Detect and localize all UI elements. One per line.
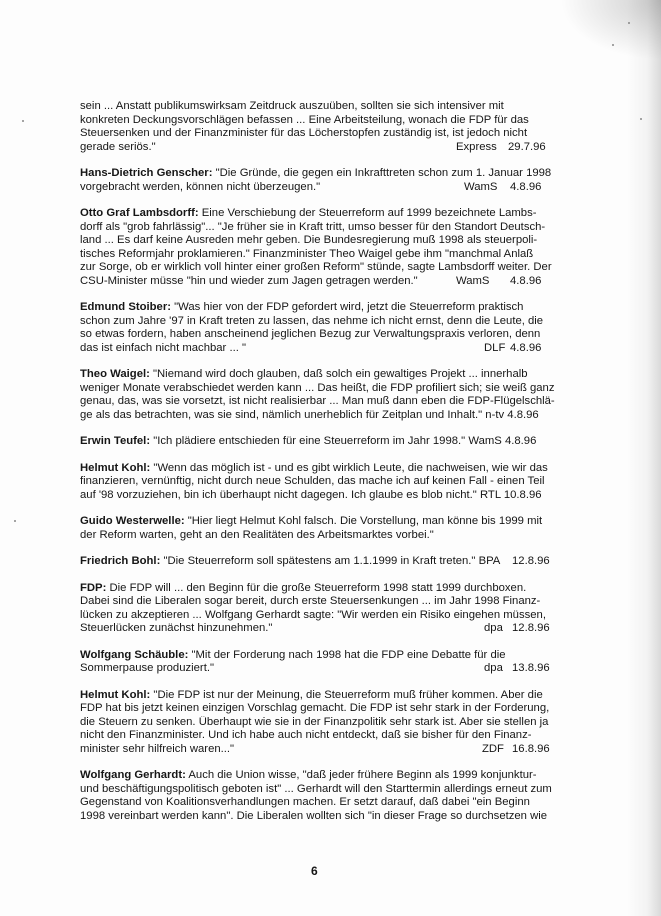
quote-line: so etwas fordern, haben anscheinend jeglichen Bezug zur Verwaltungspraxis verloren, denn [80,328,541,340]
quote-line [80,409,560,423]
quote-line [80,689,560,703]
quote-line [80,555,560,569]
quote-line: der Reform warten, geht an den Realitäten des Arbeitsmarktes vorbei." [80,528,434,541]
quote-line [80,489,560,503]
source-date: 13.8.96 [512,662,550,674]
quote-text: "Die FDP ist nur der Meinung, die Steuerreform muß früher kommen. Aber die [150,688,543,701]
quote-line: zur Sorge, ob er wirklich voll hinter einer großen Reform" stünde, sagte Lambsdorff weiter. Der [80,261,552,273]
quote-text: ge als das betrachten, was sie sind, nämlich unerheblich für Zeitplan und Inhalt." [80,408,483,421]
quote-entry [80,368,560,422]
scan-speck [628,22,630,24]
source-date: 4.8.96 [504,435,537,447]
quote-text: Die FDP will ... den Beginn für die große Steuerreform 1998 statt 1999 durchboxen. [106,581,527,594]
quote-text: gerade seriös." [80,140,156,153]
quote-text: Sommerpause produziert." [80,662,214,674]
quote-text: "Die Gründe, die gegen ein Inkrafttreten schon zum 1. Januar 1998 [212,167,552,179]
quote-entry [80,582,560,636]
quote-entry [80,649,560,676]
quote-line: und beschäftigungspolitisch geboten ist" ... Gerhardt will den Starttermin allerdings erneut zum [80,782,552,795]
quote-line [80,662,560,676]
quote-line: tisches Reformjahr proklamieren." Finanzminister Theo Waigel gebe ihm "manchmal Anlaß [80,247,534,260]
quote-text: Steuerlücken zunächst hinzunehmen." [80,622,273,634]
quote-text: "Ich plädiere entschieden für eine Steuerreform im Jahr 1998." [150,435,466,447]
source-name: RTL [479,488,501,501]
source-name: dpa [484,662,503,674]
quote-line [80,368,560,382]
quote-line [80,141,560,155]
quote-line [80,301,560,315]
quote-text: minister sehr hilfreich waren..." [80,742,235,755]
speaker-name: Hans-Dietrich Genscher: [80,167,213,179]
speaker-name: Helmut Kohl: [80,688,151,701]
quote-text: "Mit der Forderung nach 1998 hat die FDP eine Debatte für die [188,648,506,661]
scan-shadow-top [560,0,661,60]
quote-line [80,515,560,529]
quote-entry [80,689,560,757]
source-name: DLF [484,341,506,354]
quote-entry [80,555,560,569]
scan-shadow-right [627,0,661,916]
speaker-name: Otto Graf Lambsdorff: [80,207,199,219]
source-name: ZDF [482,742,504,755]
source-date: 12.8.96 [512,555,550,567]
quote-entry [80,301,560,355]
quote-text: vorgebracht werden, können nicht überzeugen." [80,180,321,193]
quote-line [80,622,560,636]
quote-line: 1998 vereinbart werden kann". Die Liberalen wollten sich "in dieser Frage so durchsetzen wie [80,809,548,822]
quote-line: nicht den Finanzminister. Und ich habe auch nicht entdeckt, daß sie bisher für den Finanz- [80,729,532,741]
scan-speck [22,120,24,122]
source-name: WamS [464,180,498,193]
source-date: 4.8.96 [507,408,539,421]
source-date: 12.8.96 [512,622,550,634]
quote-line [80,181,560,195]
quote-text: "Was hier von der FDP gefordert wird, jetzt die Steuerreform praktisch [171,301,524,313]
source-date: 4.8.96 [510,274,542,287]
quote-entry [80,515,560,542]
speaker-name: Helmut Kohl: [80,461,151,474]
source-date: 10.8.96 [503,488,542,501]
quote-line: die Steuern zu senken. Überhaupt wie sie in der Finanzpolitik sehr stark ist. Aber sie stellen ja [80,715,549,728]
quote-line: konkreten Deckungsvorschlägen befassen ... Eine Arbeitsteilung, wonach die FDP für das [80,113,529,126]
quote-line: schon zum Jahre '97 in Kraft treten zu lassen, das nehme ich nicht ernst, denn die Leute, die [80,314,544,327]
quote-line [80,342,560,356]
quote-line: Dabei sind die Liberalen sogar bereit, durch erste Steuersenkungen ... im Jahr 1998 Finanz- [80,595,541,607]
source-date: 16.8.96 [512,742,550,755]
quote-line [80,275,560,289]
quote-line: Steuersenken und der Finanzminister für das Löcherstopfen zuständig ist, ist jedoch nicht [80,127,528,139]
scan-speck [14,520,16,522]
quote-line: genau, das, was sie vorsetzt, ist nicht realisierbar ... Man muß dann eben die FDP-Flügelschlä- [80,395,555,407]
quote-line [80,462,560,476]
quote-line [80,207,560,221]
quote-entry [80,462,560,503]
quote-text: "Niemand wird doch glauben, daß solch ein gewaltiges Projekt ... innerhalb [149,368,528,380]
source-name: BPA [478,555,501,567]
quote-line: land ... Es darf keine Ausreden mehr geben. Die Bundesregierung muß 1998 als steuerpoli- [80,234,538,246]
quote-line: FDP hat bis jetzt keinen einzigen Vorschlag gemacht. Die FDP ist sehr stark in der Forderung, [80,702,550,714]
source-date: 4.8.96 [510,341,542,354]
quote-text: das ist einfach nicht machbar ... " [80,341,247,354]
source-name: n-tv [485,408,505,421]
document-body [80,100,560,836]
speaker-name: Erwin Teufel: [80,435,151,447]
source-date: 29.7.96 [508,140,546,153]
speaker-name: Wolfgang Gerhardt: [80,769,186,781]
speaker-name: Guido Westerwelle: [80,515,185,527]
quote-text: "Hier liegt Helmut Kohl falsch. Die Vorstellung, man könne bis 1999 mit [184,515,543,527]
quote-entry [80,435,560,449]
quote-text: "Wenn das möglich ist - und es gibt wirklich Leute, die nachweisen, wie wir das [150,461,548,474]
quote-entry [80,100,560,154]
quote-entry [80,769,560,823]
quote-line: lücken zu akzeptieren ... Wolfgang Gerhardt sagte: "Wir werden ein Risiko eingehen müssen, [80,608,546,621]
speaker-name: Edmund Stoiber: [80,301,171,313]
quote-text: "Die Steuerreform soll spätestens am 1.1.1999 in Kraft treten." [160,555,476,567]
quote-line [80,649,560,663]
quote-entry [80,167,560,194]
source-name: dpa [484,622,503,634]
speaker-name: Theo Waigel: [80,368,150,380]
quote-text: auf '98 vorzuziehen, bin ich überhaupt nicht dagegen. Ich glaube es blob nicht." [80,488,477,501]
speaker-name: FDP: [80,581,107,594]
quote-line: weniger Monate verabschiedet werden kann ... Das heißt, die FDP profiliert sich; sie weiß ganz [80,381,555,394]
quote-line: Gegenstand von Koalitionsverhandlungen machen. Er setzt darauf, daß dabei "ein Beginn [80,796,530,808]
speaker-name: Wolfgang Schäuble: [80,648,189,661]
source-date: 4.8.96 [510,180,542,193]
quote-line: finanzieren, vernünftig, nicht durch neue Schulden, das mache ich auf keinen Fall - einen Teil [80,475,545,487]
scan-speck [612,44,614,46]
quote-line [80,743,560,757]
quote-line: dorff als "grob fahrlässig"... "Je früher sie in Kraft tritt, umso besser für den Standort Deutsch- [80,220,546,233]
quote-entry [80,207,560,288]
source-name: Express [456,140,497,153]
page-number: 6 [311,864,318,878]
quote-line: sein ... Anstatt publikumswirksam Zeitdruck auszuüben, sollten sie sich intensiver mit [80,100,504,112]
quote-line [80,769,560,783]
quote-line [80,435,560,449]
speaker-name: Friedrich Bohl: [80,555,161,567]
scan-speck [640,118,642,120]
quote-text: Eine Verschiebung der Steuerreform auf 1999 bezeichnete Lambs- [198,207,537,219]
quote-line [80,167,560,181]
quote-text: CSU-Minister müsse "hin und wieder zum Jagen getragen werden." [80,274,418,287]
quote-text: Auch die Union wisse, "daß jeder frühere Beginn als 1999 konjunktur- [185,769,537,781]
source-name: WamS [456,274,490,287]
quote-line [80,582,560,596]
source-name: WamS [468,435,502,447]
